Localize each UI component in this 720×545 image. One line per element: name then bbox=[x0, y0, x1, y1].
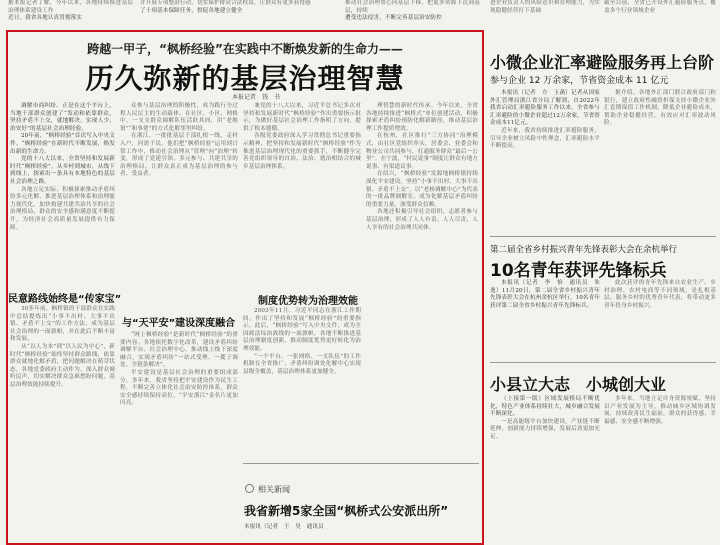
right-top-fragment-2: 截至目前，全省已开设外汇避险服务点，覆盖多个行业领域企业 bbox=[604, 0, 716, 14]
subhead-2: 与“天平安”建设深度融合 bbox=[122, 318, 236, 329]
article-column-1-cont: 30多年前，枫桥镇的干部群众在实践中总结提炼出“小事不出村、大事不出镇、矛盾不上交”的工作方法，成为基层社会治理的一面旗帜，并在此后不断丰富和发展。 从“以人为本”到“以人民为中心”，新时代“枫桥经验”始终坚持群众路线，依靠群众就地化解矛盾，把问题解决在萌芽状态。各地党委政府主动作为，深入群众倾听民声，切实解决群众急难愁盼问题，基层治理效能持续提升。 bbox=[10, 306, 115, 388]
top-fragment-right: 推动社会治理重心向基层下移，把更多资源下沉到基层，持续 遭受违法侵害，不断完善基层治安防控 bbox=[345, 0, 480, 22]
related-headline: 我省新增5家全国“枫桥式公安派出所” bbox=[244, 504, 449, 518]
top-fragment-mid: 并开展专项整治行动，切实保护群众合法权益，让群众有更多获得感 了十项基本保障任务，督促各地建立健全 bbox=[140, 0, 311, 14]
news-1-body: 本报讯（记者 方 玉菡）记者从国家外汇管理局浙江省分局了解到，自2022年我省启动汇率避险服务工作以来，全省参与汇率避险的小微企业超过12万余家，节省资金成本11亿元。 近年来，我省持续推进汇率避险服务，引导企业树立风险中性理念，汇率避险水平不断提高。 bbox=[490, 90, 600, 150]
article-column-1: 调解市商纠纷、正是在这个平台上，当地干部群众创建了“发动和依靠群众，坚持矛盾不上交，就地解决，实现人少、治安好”的基层社会治理经验。 20年前，“枫桥经验”首次写入中央文件。“枫桥经验”在新时代不断发展，焕发出新的生命力。 党的十八大以来，全省坚持和发展新时代“枫桥经验”，从乡村到城市，从线下到线上，探索出一条具有本地特色的基层社会治理之路。 各地立足实际，积极探索推动矛盾纠纷多元化解，推进基层治理体系和治理能力现代化，加快构建共建共治共享的社会治理格局，群众的安全感和满意度不断提升，为经济社会高质量发展提供有力保障。 bbox=[10, 103, 115, 231]
news-1-body-2: 据介绍，各地外汇部门联合政府部门和银行，建立政府性融资担保支持小微企业外汇套期保值工作机制，降低企业避险成本，帮助企业稳健经营，有效应对汇率波动风险。 bbox=[604, 90, 716, 127]
news-3-body: （上接第一版）区域发展格局不断优化，特色产业体系持续壮大，城乡融合发展不断深化。 一是高能级平台加快建设，产业链不断延伸，创新能力持续增强，发展后劲更加充足。 bbox=[490, 396, 600, 440]
article-headline: 历久弥新的基层治理智慧 bbox=[85, 62, 405, 95]
article-column-2-cont: “网上枫桥经验”是新时代“枫桥经验”的重要内容。各地依托数字化改革，建设矛盾纠纷调解平台、社会治理中心，推动线上线下深度融合，实现矛盾纠纷“一站式受理、一揽子调处、全链条解决”。 平安建设是基层社会治理的重要组成部分。多年来，我省坚持把平安建设作为民生工程，不断完善立体化社会治安防控体系，群众安全感持续保持高位，“平安浙江”金名片更加闪亮。 bbox=[120, 332, 238, 407]
top-fragment-left: 据本报记者了解，今年以来，各地持续推进基层治理体系建设工作 近日，我省各地认真贯彻落实 bbox=[8, 0, 133, 22]
related-divider bbox=[243, 463, 479, 464]
news-2-headline: 10名青年获评先锋标兵 bbox=[490, 261, 667, 281]
related-byline: 本报讯（记者 王 昊 通讯员 bbox=[244, 524, 324, 530]
news-divider-2 bbox=[490, 362, 716, 363]
news-1-headline: 小微企业汇率避险服务再上台阶 bbox=[490, 53, 715, 72]
subhead-3: 制度优势转为治理效能 bbox=[258, 296, 358, 307]
article-byline: 本报记者 钱 书 bbox=[232, 94, 281, 101]
news-3-body-2: 多年来，当地立足自身资源禀赋，坚持以产业发展为主导，推动城乡区域协调发展，持续改善民生福祉，群众的获得感、幸福感、安全感不断增强。 bbox=[604, 396, 716, 425]
related-label: 相关新闻 bbox=[245, 484, 290, 495]
article-column-3-cont: 2003年11月，习近平同志在浙江工作期间，作出了坚持和发展“枫桥经验”的重要指示。此后，“枫桥经验”写入中央文件，成为全国政法综治战线的一面旗帜。各地不断推进基层治理制度创新，推动制度优势更好转化为治理效能。 “一个平台、一张网格、一支队伍”的工作机制在全省推广，矛盾纠纷调处化解中心实现县级全覆盖，基层治理体系更加健全。 bbox=[243, 308, 361, 375]
news-2-body-2: 此次获评的青年先锋来自农业生产、乡村治理、农村电商等不同领域，是扎根基层、服务乡村的优秀青年代表，将带动更多青年投身乡村振兴。 bbox=[604, 280, 716, 309]
news-2-kicker: 第二届全省乡村振兴青年先锋表彰大会在余杭举行 bbox=[490, 245, 678, 255]
article-column-2: 众参与基层治理的积极性，成为践行全过程人民民主的生动载体。在社区、小区、网格中，一支支群众调解队伍活跃其间，用“老娘舅”“和事佬”的方式化解邻里纠纷。 在浙江，一批批基层干部扎根一线，走村入户，问需于民。他们把“枫桥经验”运用到日常工作中，推动社会治理从“管理”向“治理”转变，形成了党建引领、多元参与、共建共享的治理格局，让群众真正成为基层治理的参与者、受益者。 bbox=[120, 103, 238, 178]
right-top-fragment: 进企业负责人的风险意识和管理能力，为实现稳健经营打下基础 bbox=[490, 0, 600, 14]
related-marker-icon bbox=[245, 484, 254, 493]
subhead-1: 民意路线始终是“传家宝” bbox=[8, 294, 122, 305]
news-1-subhead: 参与企业 12 万余家，节省资金成本 11 亿元 bbox=[490, 76, 669, 86]
article-column-4: 理智慧的新时代传承。今年以来，全省各地持续推进“枫桥式”单位创建活动，积极探索矛盾纠纷预防化解新路径，推动基层治理工作提质增效。 在杭州，社区推行“三方协同”治理模式，由社区党组织牵头，居委会、业委会和物业公司共同参与，打通服务群众“最后一公里”。在宁波，“村民说事”制度让群众有地方说事、有渠道议事。 在绍兴，“枫桥经验”发源地枫桥镇持续深化平安建设，坚持“小事不出村、大事不出镇、矛盾不上交”，以“老杨调解中心”为代表的一批品牌调解室，成为化解基层矛盾纠纷的重要力量，深受群众信赖。 各地还积极引导社会组织、志愿者参与基层治理，形成了人人有责、人人尽责、人人享有的社会治理共同体。 bbox=[366, 103, 478, 231]
news-divider-1 bbox=[490, 236, 716, 237]
news-3-headline: 小县立大志 小城创大业 bbox=[490, 375, 667, 394]
article-kicker: 跨越一甲子，“枫桥经验”在实践中不断焕发新的生命力—— bbox=[87, 42, 403, 56]
news-2-body: 本报讯（记者 李 怡 通讯员 朱 逸）11月20日，第二届全省乡村振兴青年先锋表彰大会在杭州余杭区举行。10名青年获评第二届全省乡村振兴青年先锋标兵。 bbox=[490, 280, 606, 309]
article-column-3: 兼党的十八大以来，习近平总书记多次对坚持和发展新时代“枫桥经验”作出重要指示批示，为做好基层社会治理工作指明了方向，提供了根本遵循。 各级党委政府深入学习贯彻总书记重要指示精神，把坚持和发展新时代“枫桥经验”作为推进基层治理现代化的重要抓手，不断健全完善党组织领导的自治、法治、德治相结合的城乡基层治理体系。 bbox=[243, 103, 361, 170]
